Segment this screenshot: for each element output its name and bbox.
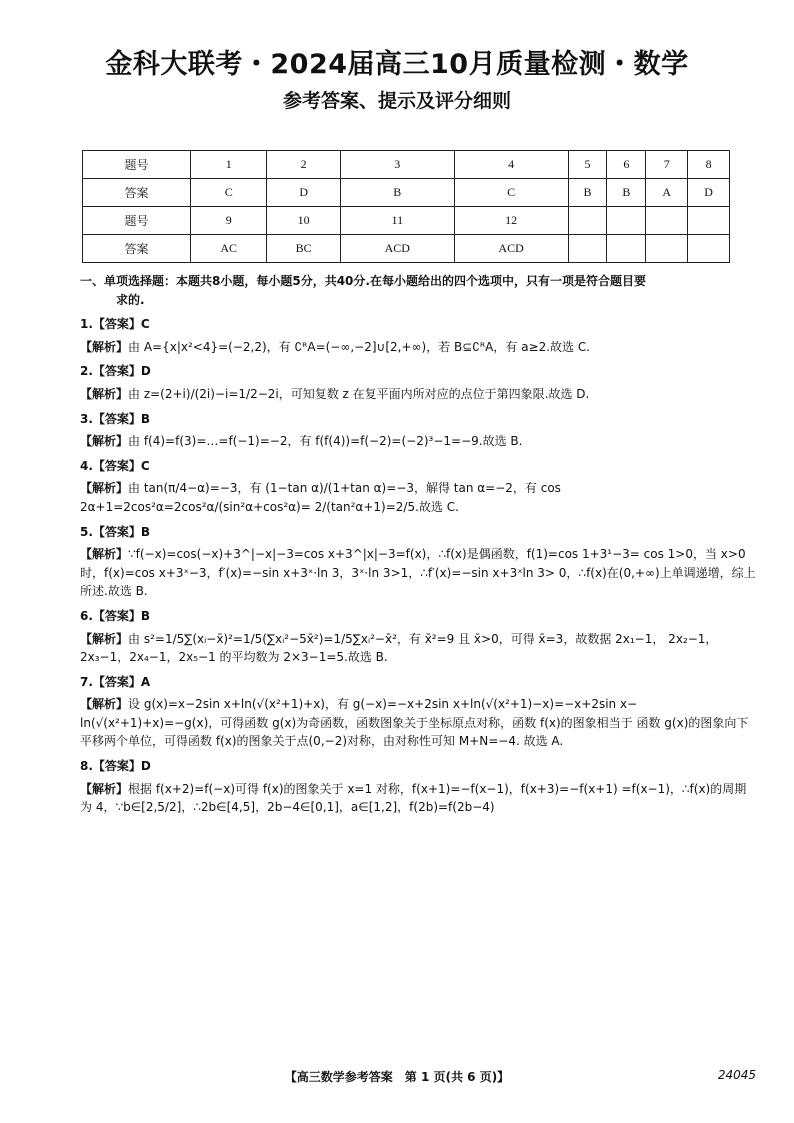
question-number-cell <box>568 207 607 235</box>
explanation-text: 由 tan(π/4−α)=−3，有 (1−tan α)/(1+tan α)=−3，解得 tan α=−2，有 cos 2α+1=2cos²α=2cos²α/(sin²α+cos²α)= 2/(tan²α+1)=2/5.故选 C. <box>80 481 561 514</box>
question-number-cell: 3 <box>340 151 454 179</box>
explanation-tag: 【解析】 <box>80 434 129 449</box>
question-explanation <box>80 479 756 516</box>
answer-cell: C <box>191 179 267 207</box>
section-intro-line2: 求的. <box>116 292 145 307</box>
question-answer: 7.【答案】A <box>80 674 151 689</box>
explanation-text: 由 f(4)=f(3)=…=f(−1)=−2，有 f(f(4))=f(−2)=(−2)³−1=−9.故选 B. <box>128 434 523 449</box>
explanation-tag: 【解析】 <box>80 631 129 646</box>
explanation-tag: 【解析】 <box>80 386 129 401</box>
answer-table-question-row <box>83 151 730 179</box>
question-explanation <box>80 545 756 601</box>
answer-cell <box>568 235 607 263</box>
answer-cell: AC <box>191 235 267 263</box>
answer-cell: BC <box>267 235 341 263</box>
question-number-cell: 6 <box>607 151 646 179</box>
document-subtitle: 参考答案、提示及评分细则 <box>282 90 511 112</box>
answer-table-answer-row <box>83 235 730 263</box>
document-title: 金科大联考・2024届高三10月质量检测・数学 <box>105 49 689 80</box>
question-number-cell: 5 <box>568 151 607 179</box>
answer-cell: A <box>646 179 688 207</box>
question-answer: 1.【答案】C <box>80 317 150 332</box>
answer-cell: ACD <box>454 235 568 263</box>
document-code: 24045 <box>717 1068 756 1082</box>
answer-cell <box>688 235 730 263</box>
answer-cell: ACD <box>340 235 454 263</box>
question-number-cell <box>607 207 646 235</box>
question-answer: 6.【答案】B <box>80 608 151 623</box>
explanation-text: 根据 f(x+2)=f(−x)可得 f(x)的图象关于 x=1 对称，f(x+1)=−f(x−1)，f(x+3)=−f(x+1) =f(x−1)，∴f(x)的周期为 4，∵b∈[2,5/2]，∴2b∈[4,5]，2b−4∈[0,1]，a∈[1,2]，f(2b)=f(2b−4) <box>80 781 747 815</box>
question-number-cell: 4 <box>454 151 568 179</box>
explanation-text: 由 z=(2+i)/(2i)−i=1/2−2i，可知复数 z 在复平面内所对应的点位于第四象限.故选 D. <box>128 386 590 401</box>
question-number-cell: 2 <box>267 151 341 179</box>
question-number-cell: 10 <box>267 207 341 235</box>
explanation-tag: 【解析】 <box>80 781 129 796</box>
explanation-text: ∵f(−x)=cos(−x)+3^|−x|−3=cos x+3^|x|−3=f(x)，∴f(x)是偶函数，f(1)=cos 1+3¹−3= cos 1>0，当 x>0 时，f(x)=cos x+3ˣ−3，f′(x)=−sin x+3ˣ·ln 3，3ˣ·ln 3>1，∴f′(x)=−sin x+3ˣln 3> 0，∴f(x)在(0,+∞)上单调递增，综上所述.故选 B. <box>80 547 756 599</box>
explanation-text: 设 g(x)=x−2sin x+ln(√(x²+1)+x)，有 g(−x)=−x+2sin x+ln(√(x²+1)−x)=−x+2sin x− ln(√(x²+1)+x)=−g(x)，可得函数 g(x)为奇函数，函数图象关于坐标原点对称，函数 f(x)的图象相当于 函数 g(x)的图象向下平移两个单位，可得函数 f(x)的图象关于点(0,−2)对称，由对称性可知 M+N=−4. 故选 A. <box>80 697 749 749</box>
answer-cell: D <box>688 179 730 207</box>
explanation-tag: 【解析】 <box>80 481 129 496</box>
explanation-text: 由 A={x|x²<4}=(−2,2)，有 ∁ᴿA=(−∞,−2]∪[2,+∞)，若 B⊆∁ᴿA，有 a≥2.故选 C. <box>128 339 591 354</box>
answer-cell: C <box>454 179 568 207</box>
question-explanation <box>80 695 756 751</box>
question-number-cell: 11 <box>340 207 454 235</box>
answer-cell: B <box>340 179 454 207</box>
question-explanation <box>80 630 756 667</box>
question-answer: 3.【答案】B <box>80 411 151 426</box>
page-footer: 【高三数学参考答案 第 1 页(共 6 页)】 <box>284 1070 510 1084</box>
question-number-cell: 9 <box>191 207 267 235</box>
question-list <box>80 315 756 817</box>
question-number-cell: 7 <box>646 151 688 179</box>
row-label-answer: 答案 <box>83 179 191 207</box>
question-number-cell <box>688 207 730 235</box>
question-answer: 8.【答案】D <box>80 759 151 774</box>
answer-cell: B <box>607 179 646 207</box>
row-label-question: 题号 <box>83 151 191 179</box>
question-explanation <box>80 385 756 404</box>
question-answer: 4.【答案】C <box>80 458 150 473</box>
explanation-tag: 【解析】 <box>80 697 129 712</box>
question-number-cell <box>646 207 688 235</box>
answer-table <box>82 150 730 263</box>
row-label-answer: 答案 <box>83 235 191 263</box>
section-intro-line1: 一、单项选择题：本题共8小题，每小题5分，共40分.在每小题给出的四个选项中，只有一项是符合题目要 <box>80 274 646 288</box>
question-number-cell: 1 <box>191 151 267 179</box>
section-intro <box>80 272 756 309</box>
explanation-text: 由 s²=1/5∑(xᵢ−x̄)²=1/5(∑xᵢ²−5x̄²)=1/5∑xᵢ²−x̄²，有 x̄²=9 且 x̄>0，可得 x̄=3，故数据 2x₁−1， 2x₂−1，2x₃−1，2x₄−1，2x₅−1 的平均数为 2×3−1=5.故选 B. <box>80 631 718 665</box>
answer-cell <box>646 235 688 263</box>
explanation-tag: 【解析】 <box>80 547 129 562</box>
answer-cell: D <box>267 179 341 207</box>
solutions-body <box>80 272 756 817</box>
answer-cell <box>607 235 646 263</box>
answer-table-question-row <box>83 207 730 235</box>
question-explanation <box>80 780 756 817</box>
question-number-cell: 8 <box>688 151 730 179</box>
answer-table-answer-row <box>83 179 730 207</box>
question-answer: 2.【答案】D <box>80 364 151 379</box>
question-answer: 5.【答案】B <box>80 524 151 539</box>
question-explanation <box>80 338 756 357</box>
row-label-question: 题号 <box>83 207 191 235</box>
question-explanation <box>80 432 756 451</box>
question-number-cell: 12 <box>454 207 568 235</box>
answer-cell: B <box>568 179 607 207</box>
explanation-tag: 【解析】 <box>80 339 129 354</box>
